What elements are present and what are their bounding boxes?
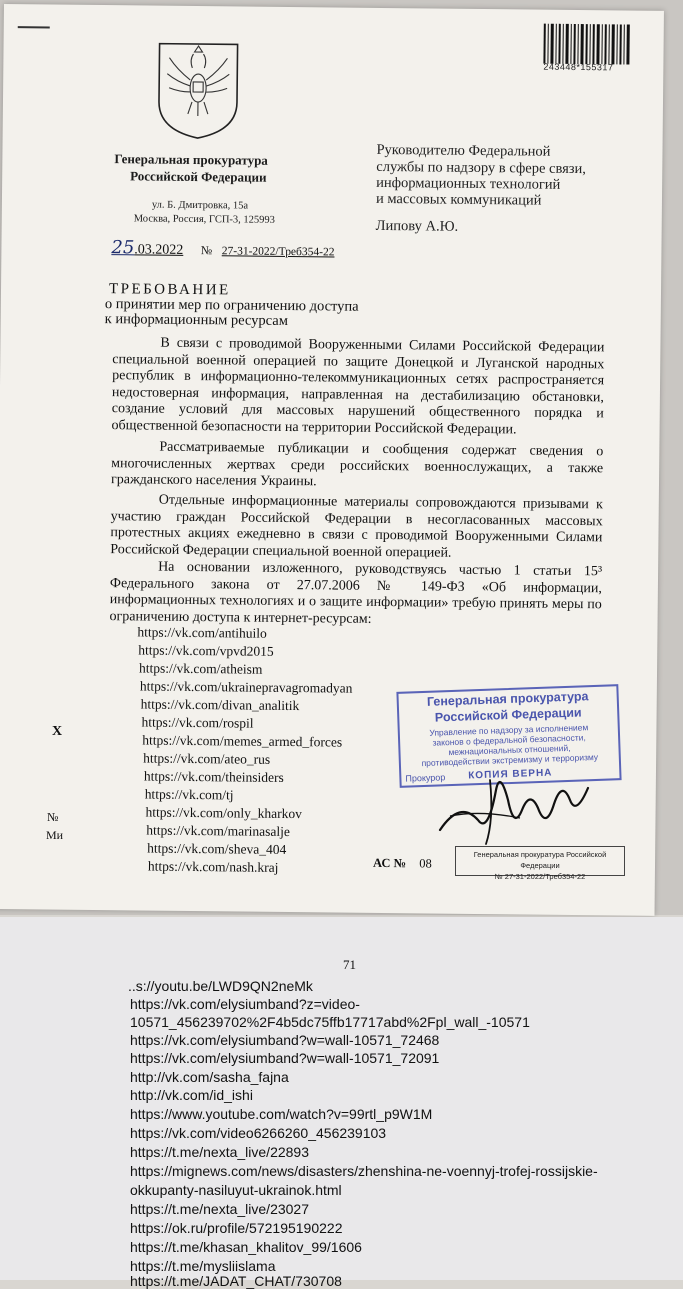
link-list-item: https://vk.com/only_kharkov <box>145 804 302 822</box>
document-photo-page-2 <box>0 917 683 1289</box>
link-list-item: ..s://youtu.be/LWD9QN2neMk <box>128 978 313 994</box>
link-list-item: https://vk.com/tj <box>144 786 234 803</box>
sender-address-line2: Москва, Россия, ГСП-3, 125993 <box>133 213 276 226</box>
handwritten-signature-icon <box>430 760 600 850</box>
document-sheet-2 <box>0 917 683 1289</box>
coat-of-arms-icon <box>155 40 242 141</box>
edge-mark: Ми <box>46 828 64 842</box>
link-list-item: https://mignews.com/news/disasters/zhenshina-ne-voennyj-trofej-rossijskie- <box>130 1163 598 1179</box>
link-list-item: https://vk.com/atheism <box>138 660 263 677</box>
recipient-line3: информационных технологий <box>376 174 561 193</box>
recipient-line1: Руководителю Федеральной <box>376 141 551 160</box>
sender-org-line1: Генеральная прокуратура <box>114 151 268 168</box>
body-paragraph-3: Отдельные информационные материалы сопровождаются призывами к участию граждан Российской Федерации в несогласованных массовых протестных акциях ежедневно в связи с проводимой Вооруженными Силами Российской Федерации специальной военной операцией. <box>110 492 603 561</box>
link-list-item: https://t.me/mysliislama <box>130 1258 276 1274</box>
recipient-name: Липову А.Ю. <box>375 217 459 235</box>
stamp-line1: Генеральная прокуратура <box>426 689 589 709</box>
link-list-item: https://vk.com/elysiumband?w=wall-10571_72091 <box>130 1050 440 1066</box>
body-paragraph-2: Рассматриваемые публикации и сообщения содержат сведения о многочисленных жертвах среди российских военнослужащих, а также гражданского населения Украины. <box>110 439 604 490</box>
document-subtitle-line1: о принятии мер по ограничению доступа <box>104 296 359 315</box>
link-list-item: http://vk.com/sasha_fajna <box>130 1069 289 1085</box>
edge-mark: Х <box>52 724 63 739</box>
link-list-item: https://vk.com/vpvd2015 <box>138 642 274 659</box>
link-list-item: https://vk.com/elysiumband?z=video- <box>130 996 360 1012</box>
link-list-item: https://vk.com/nash.kraj <box>147 858 279 875</box>
link-list-item: https://vk.com/divan_analitik <box>140 696 300 714</box>
link-list-item: https://ok.ru/profile/572195190222 <box>130 1220 343 1236</box>
number-sign: № <box>200 243 213 258</box>
link-list-item: http://vk.com/id_ishi <box>130 1087 253 1103</box>
document-number: 27-31-2022/Треб354-22 <box>221 245 335 259</box>
body-paragraph-4: На основании изложенного, руководствуясь частью 1 статьи 15³ Федерального закона от 27.07.2006 № 149-ФЗ «Об информации, информационных технологиях и о защите информации» требую принять меры по ограничению доступа к интернет-ресурсам: <box>109 559 603 627</box>
ac-number: 08 <box>419 856 432 871</box>
link-list-item: https://t.me/nexta_live/22893 <box>130 1144 309 1160</box>
document-subtitle-line2: к информационным ресурсам <box>104 311 289 329</box>
link-list-item: https://t.me/khasan_khalitov_99/1606 <box>130 1239 362 1255</box>
link-list-item: https://www.youtube.com/watch?v=99rtl_p9W1M <box>130 1106 433 1122</box>
link-list-item: https://vk.com/memes_armed_forces <box>142 732 343 750</box>
recipient-line4: и массовых коммуникаций <box>375 190 542 209</box>
link-list-item: https://vk.com/theinsiders <box>143 768 284 785</box>
stamp-prosecutor: Прокурор <box>405 772 446 784</box>
document-title: ТРЕБОВАНИЕ <box>108 281 231 299</box>
link-list-item: https://vk.com/ateo_rus <box>143 750 271 767</box>
registration-stamp-line2: № 27-31-2022/Треб354-22 <box>494 872 586 881</box>
barcode-number: 243448*155317 <box>543 61 614 73</box>
registration-stamp <box>455 846 625 881</box>
link-list-item: https://vk.com/antihuilo <box>137 624 267 641</box>
registration-stamp-line1: Генеральная прокуратура Российской Федерации <box>473 850 607 870</box>
date-day-handwritten: 25 <box>111 237 135 259</box>
page-number: 71 <box>343 957 356 972</box>
ac-label: АС № <box>372 855 407 871</box>
sender-org-line2: Российской Федерации <box>130 168 267 185</box>
body-paragraph-1: В связи с проводимой Вооруженными Силами Российской Федерации специальной военной операцией по защите Донецкой и Луганской народных республик в информационно-телекоммуникационных сетях распространяется недостоверная информация, направленная на дестабилизацию обстановки, создание условий для массовых нарушений общественного порядка и общественной безопасности на территории Российской Федерации. <box>111 335 605 437</box>
link-list-item: https://vk.com/elysiumband?w=wall-10571_72468 <box>130 1032 440 1048</box>
stamp-verified: КОПИЯ ВЕРНА <box>468 767 553 782</box>
top-left-dash <box>18 26 50 28</box>
link-list-item: 10571_456239702%2F4b5dc75ffb17717abd%2Fpl_wall_-10571 <box>130 1014 530 1030</box>
ac-number-line <box>373 856 432 872</box>
barcode-icon <box>543 24 631 65</box>
stamp-line2: Российской Федерации <box>434 705 582 725</box>
stamp-small-text: Управление по надзору за исполнением законов о федеральной безопасности, межнациональных отношений, противодействии экстремизму и терроризму <box>421 722 599 769</box>
link-list-item: https://vk.com/marinasalje <box>146 822 291 840</box>
link-list-item: okkupanty-nasiluyut-ukrainok.html <box>130 1182 342 1198</box>
date-line <box>111 237 334 260</box>
link-list-item: https://vk.com/video6266260_456239103 <box>130 1125 387 1141</box>
recipient-line2: службы по надзору в сфере связи, <box>376 158 587 178</box>
link-list-item: https://vk.com/ukrainepravagromadyan <box>139 678 353 696</box>
link-list-item: https://t.me/JADAT_CHAT/730708 <box>130 1273 342 1289</box>
sender-address-line1: ул. Б. Дмитровка, 15а <box>151 199 249 212</box>
date-month-year: .03.2022 <box>134 242 184 258</box>
link-list-item: https://t.me/nexta_live/23027 <box>130 1201 309 1217</box>
link-list-item: https://vk.com/rospil <box>141 714 254 731</box>
link-list-item: https://vk.com/sheva_404 <box>147 840 287 858</box>
edge-mark: № <box>47 810 59 824</box>
